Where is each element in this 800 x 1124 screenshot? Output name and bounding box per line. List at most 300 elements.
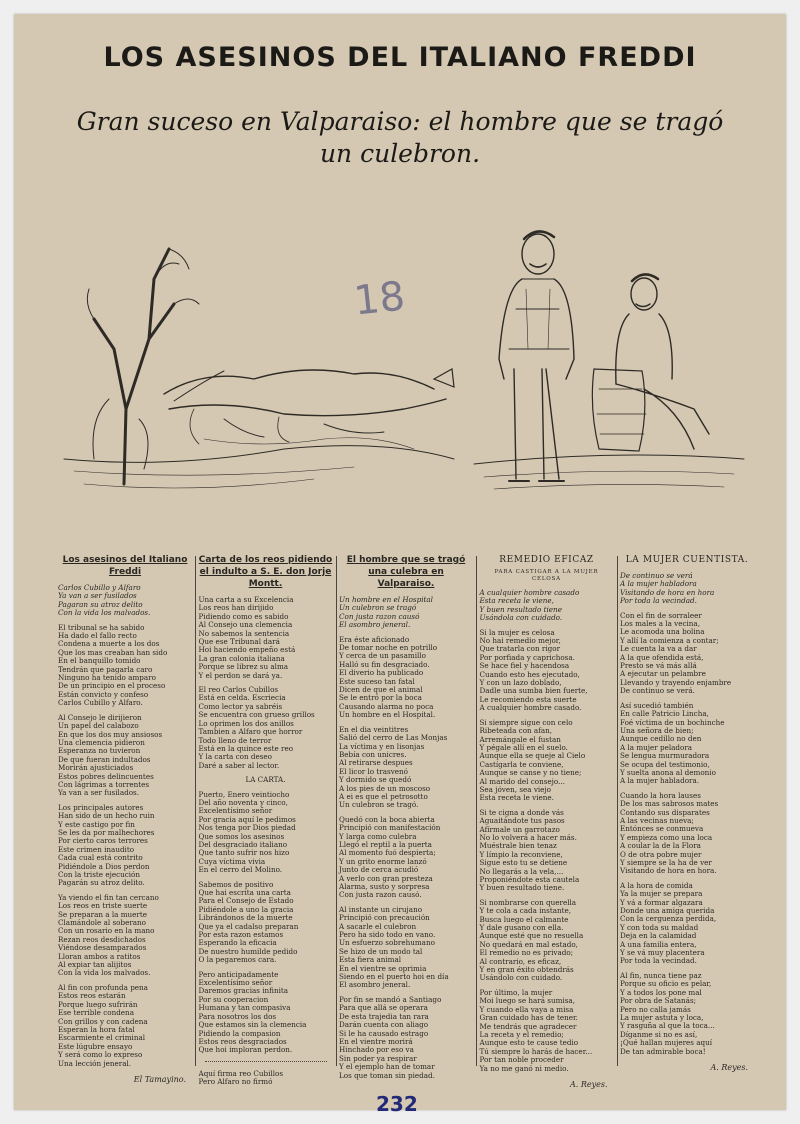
verse-line: No quedará en mal estado, (479, 939, 578, 949)
verse-line: Quedó con la boca abierta (339, 814, 435, 824)
verse-line: A cualquier hombre casado (479, 588, 580, 597)
verse-line: Esta fiera animal (339, 955, 402, 965)
verse-line: Se lengua murmuradora (620, 751, 710, 761)
verse-line: Y límpio la reconviene, (479, 849, 563, 859)
verse-line: Así sucedió también (620, 700, 694, 710)
verse-line: De tomar noche en potrillo (339, 643, 438, 653)
verse-line: Díganme si no es así, (620, 1029, 698, 1039)
verse-line: Ninguno ha tenido amparo (58, 673, 156, 683)
verse-line: El diverio ha publicado (339, 668, 424, 678)
verse-line: Puerto, Enero veintiocho (198, 789, 290, 799)
verse-line: Foé víctima de un bochinche (620, 717, 725, 727)
stanza (199, 1070, 333, 1087)
verse-line: Cuya víctima vivia (198, 856, 266, 866)
verse-line: Porque luego sufrirán (58, 999, 138, 1009)
verse-line: En calle Patricio Lincha, (620, 709, 709, 719)
verse-line: Hinchado por eso va (339, 1045, 414, 1055)
verse-line: Y cuando ella vaya a misa (479, 1004, 574, 1014)
verse-line: Un hombre en el Hospital. (339, 710, 436, 720)
verse-line: Y siempre se la ha de ver (620, 858, 712, 867)
verse-line: Lloran ambos a ratitos (58, 951, 141, 961)
stanza (199, 881, 333, 965)
verse-line: Llevando y trayendo enjambre (620, 677, 732, 687)
verse-line: Este suceso tan fatal (339, 676, 415, 686)
verse-line: Y este castigo por fin (58, 819, 135, 829)
verse-line: Un culebron se tragó (339, 603, 417, 613)
verse-line: Que tanto sufrir nos hizo (198, 848, 290, 858)
verse-line: Y allí la comienza a contar; (620, 635, 719, 645)
verse-line: En el dia veintitres (339, 724, 409, 734)
verse-line: ¡Qué hallan mujeres aquí (620, 1038, 713, 1048)
verse-line: Humana y tan compasiva (198, 1003, 291, 1013)
verse-line: Y larga como culebra (339, 831, 417, 841)
pencil-annotation: 18 (351, 273, 408, 325)
verse-line: Darán cuenta con aliago (339, 1020, 429, 1030)
verse-line: El tribunal se ha sabido (58, 622, 145, 632)
verse-line: Se le entró por la boca (339, 693, 422, 703)
verse-line: Tendrán que pagarla caro (58, 664, 153, 674)
verse-line: Un culebron se tragó. (339, 800, 419, 810)
verse-line: Ya no me ganó ni medio. (479, 1063, 569, 1073)
verse-line: Dadle una sumba bien fuerte, (479, 686, 588, 696)
verse-line: Excelentísimo señor (198, 978, 273, 988)
verse-line: A ei es que el petrosotto (339, 791, 428, 801)
verse-line: Usándolo con cuidado. (479, 973, 563, 983)
verse-line: Por cierto caros terrores (58, 836, 148, 846)
verse-line: Daré a saber al lector. (198, 760, 280, 770)
verse-line: Clamándole al soberano (58, 918, 146, 928)
verse-line: O la pegaremos cara. (198, 955, 277, 965)
verse-line: Los males a la vecina, (620, 619, 700, 629)
verse-line: Afírmale un garrotazo (479, 824, 560, 834)
verse-line: Junto de cerca acudió (339, 865, 419, 875)
stanza (199, 776, 333, 784)
verse-line: Principió con manifestación (339, 823, 441, 833)
verse-line: A la hora de comida (620, 880, 693, 890)
verse-line: Esperando la eficacia (198, 938, 277, 948)
verse-line: Con el fin de sorraleer (620, 610, 702, 620)
verse-line: Aunque cedillo no den (620, 734, 702, 744)
stanza (620, 882, 754, 966)
verse-line: Un hombre en el Hospital (339, 595, 433, 604)
verse-line: El asombro jeneral. (339, 620, 411, 630)
verse-line: Siendo en el puerto hoi en día (339, 972, 449, 982)
verse-line: Al marido del consejo... (479, 776, 565, 786)
verse-line: Moi luego se hará sumisa, (479, 996, 576, 1006)
verse-line: Daremos gracias infinita (198, 986, 289, 996)
verse-line: Para nosotros los dos (198, 1011, 277, 1021)
column-heading: REMEDIO EFICAZ (499, 555, 594, 565)
verse-line: Está en celda. Escriecia (198, 693, 286, 703)
verse-line: A los pies de un moscoso (339, 783, 431, 793)
verse-line: Castígarla te conviene, (479, 759, 564, 769)
verse-line: Visitando de hora en hora. (620, 866, 717, 876)
verse-line: Por su cooperacion (198, 994, 269, 1004)
page-number-stamp: 232 (376, 1092, 418, 1116)
verse-line: Carlos Cubillo y Alfaro. (58, 698, 143, 708)
stanza (339, 996, 473, 1080)
verse-line: Se preparan a la muerte (58, 909, 147, 919)
verse-line: Un papel del calabozo (58, 721, 139, 731)
verse-line: Me tendrás que agradecer (479, 1021, 577, 1031)
verse-line: LA CARTA. (245, 775, 286, 785)
verse-line: Sin poder ya respirar (339, 1053, 417, 1063)
stanza (480, 589, 614, 623)
verse-line: Con un rosario en la mano (58, 926, 155, 936)
verse-line: Pero no calla jamás (620, 1004, 691, 1014)
stanza (480, 719, 614, 803)
verse-line: Ya van a ser fusilados. (58, 788, 140, 798)
stanza (339, 816, 473, 900)
stanza (620, 572, 754, 606)
stanza (480, 989, 614, 1073)
verse-line: Con justa razon causó. (339, 890, 422, 900)
verse-line: Con la cerguenza perdida, (620, 914, 717, 924)
stanza (339, 636, 473, 720)
verse-line: A sacarle el culebron (339, 921, 417, 931)
verse-line: Sea jóven, sea viejo (479, 784, 551, 794)
verse-line: No llegarás a la vela,... (479, 866, 564, 876)
verse-line: Al fin con profunda pena (58, 982, 148, 992)
verse-line: Por tan noble proceder (479, 1055, 564, 1065)
verse-line: Una señora de bien; (620, 725, 694, 735)
stanza (58, 624, 192, 708)
verse-line: En que los dos muy ansiosos (58, 729, 163, 739)
stanza (620, 972, 754, 1056)
verse-line: Con lágrimas a torrentes (58, 779, 150, 789)
verse-line: A las vecinas nueva; (620, 815, 694, 825)
author-signature: El Tamayino. (133, 1074, 186, 1084)
verse-line: Y se vá muy placentera (620, 948, 705, 958)
verse-line: Aguaitándote tus pasos (479, 816, 565, 826)
verse-line: Librándonos de la muerte (198, 913, 293, 923)
verse-line: Estos reos desgraciados (198, 1036, 287, 1046)
verse-line: Excelentísimo señor (198, 806, 273, 816)
stanza (58, 584, 192, 618)
verse-line: Condena a muerte a los dos (58, 639, 160, 649)
verse-line: Escarmiente el criminal (58, 1033, 146, 1043)
verse-line: Y vá a formar algazara (620, 897, 703, 907)
verse-line: Visitando de hora en hora (620, 587, 715, 597)
verse-line: Arremángale el fustan (479, 734, 561, 744)
verse-line: Aunque esto te cause tedio (479, 1038, 579, 1048)
verse-line: Que hoi imploran perdon. (198, 1045, 293, 1055)
verse-line: No sabemos la sentencia (198, 628, 290, 638)
verse-line: Por esta razon estamos (198, 930, 284, 940)
verse-line: Y con toda su maldad (620, 922, 699, 932)
verse-column-2 (198, 554, 333, 1087)
verse-line: Está en la quince este reo (198, 743, 294, 753)
verse-line: El reo Carlos Cubillos (198, 685, 279, 695)
verse-line: Rezan reos desdichados (58, 934, 146, 944)
verse-line: Pidiendo la compasion (198, 1028, 281, 1038)
verse-line: Ese terrible condena (58, 1008, 134, 1018)
verse-line: Ya van a ser fusilados (58, 591, 137, 601)
stanza (480, 809, 614, 893)
author-signature: A. Reyes. (710, 1062, 748, 1072)
verse-line: Carlos Cubillo y Alfaro (58, 583, 141, 592)
verse-line: Se encuentra con grueso grillos (198, 710, 315, 720)
verse-line: Pidiéndole a uno la gracia (198, 904, 294, 914)
verse-line: Con grillos y con cadena (58, 1016, 148, 1026)
verse-line: Pidiendo como es sabido (198, 611, 289, 621)
verse-line: Para que allá se operara (339, 1003, 428, 1013)
verse-line: Y dale gusano con ella. (479, 923, 564, 933)
column-heading: Los asesinos del Italiano Freddi (62, 555, 188, 577)
verse-line: La receta y el remedio; (479, 1029, 564, 1039)
verse-line: Nos tenga por Dios piedad (198, 823, 296, 833)
verse-line: Estos reos estarán (58, 991, 126, 1001)
verse-line: Dicen de que el animal (339, 685, 423, 695)
verse-line: Y el perdon se dará ya. (198, 670, 283, 680)
verse-line: De los mas sabrosos mates (620, 799, 719, 809)
verse-line: Se hace fiel y hacendosa (479, 661, 570, 671)
verse-line: De esta trajedia tan rara (339, 1011, 429, 1021)
stanza (199, 791, 333, 875)
verse-line: Le cuenta la va a dar (620, 644, 697, 654)
verse-line: La mujer astuta y loca, (620, 1012, 704, 1022)
verse-line: Todo lleno de terror (198, 735, 272, 745)
stanza (339, 726, 473, 810)
verse-line: Por fin se mandó a Santiago (339, 994, 442, 1004)
verse-line: A la mujer habladora. (620, 776, 700, 786)
verse-line: De continuo se verá (620, 571, 693, 580)
page-title: LOS ASESINOS DEL ITALIANO FREDDI (103, 42, 697, 73)
verse-line: Y suelta anona al demonio (620, 767, 716, 777)
verse-line: Por obra de Satanás; (620, 996, 697, 1006)
column-divider (476, 556, 477, 1066)
stanza (58, 804, 192, 888)
verse-line: Lo oprimen los dos anillos (198, 718, 294, 728)
verse-line: Le recomiendo esta suerte (479, 694, 577, 704)
verse-line: Y con un lazo doblado, (479, 678, 562, 688)
verse-line: Con la triste ejecución (58, 870, 141, 879)
stanza (339, 906, 473, 990)
verse-line: Han sido de un hecho ruin (58, 811, 155, 821)
verse-line: Deja en la calamidad (620, 931, 697, 941)
verse-line: Si siempre sigue con celo (479, 717, 573, 727)
verse-line: Ya viendo el fin tan cercano (58, 892, 159, 902)
verse-line: Se hizo de un modo tal (339, 946, 423, 956)
verse-line: A coular la de la Flora (620, 841, 701, 851)
verse-line: A verlo con gran presteza (339, 873, 433, 883)
verse-line: Del año noventa y cinco, (198, 797, 288, 807)
column-divider (617, 556, 618, 1066)
verse-line: Y en gran éxito obtendrás (479, 965, 574, 975)
verse-line: Ha dado el fallo recto (58, 631, 137, 641)
verse-line: Proponiéndote esta cautela (479, 875, 580, 884)
verse-line: Para el Consejo de Estado (198, 896, 294, 906)
verse-line: Esta receta le viene. (479, 793, 554, 803)
verse-line: Al retirarse despues (339, 758, 413, 768)
verse-line: Presto se vá más allá (620, 661, 697, 671)
verse-line: En el cerro del Molino. (198, 865, 283, 875)
verse-line: Aquí firma reo Cubillos (198, 1068, 284, 1078)
verse-line: Busca luego el calmante (479, 914, 569, 924)
column-subheading: PARA CASTIGAR A LA MUJER CELOSA (494, 569, 599, 582)
verse-line: Aunque ella se queje al Cielo (479, 751, 586, 761)
verse-line: De continuo se verá. (620, 686, 695, 696)
verse-line: Y un grito enorme lanzó (339, 856, 427, 866)
verse-line: Al expiar tan alijitos (58, 960, 132, 970)
verse-line: Por porfiada y caprichosa. (479, 652, 575, 662)
dotted-divider (205, 1061, 327, 1062)
verse-line: No lo volverá a hacer más. (479, 832, 577, 842)
verse-line: Alarma, susto y sorpresa (339, 882, 430, 891)
verse-line: Y la carta con deseo (198, 752, 272, 762)
verse-line: Cuando esto hes ejecutado, (479, 669, 580, 679)
verse-column-4 (479, 554, 614, 1089)
page-subtitle: Gran suceso en Valparaiso: el hombre que se tragó un culebron. (76, 107, 724, 168)
verse-line: El asombro jeneral. (339, 980, 411, 990)
stanza (58, 714, 192, 798)
verse-line: Una lección jeneral. (58, 1058, 132, 1068)
verse-line: Como lector ya sabréis (198, 701, 283, 711)
woodcut-illustration (54, 209, 754, 519)
verse-line: A la mujer habladora (620, 579, 697, 589)
verse-line: Este crimen inaudito (58, 844, 135, 854)
stanza (58, 894, 192, 978)
verse-line: De nuestro humilde pedido (198, 946, 298, 956)
verse-line: Pagaran su atroz delito (58, 599, 143, 609)
verse-line: Causando alarma no poca (339, 701, 434, 711)
verse-line: Viéndose desamparados (58, 943, 147, 953)
verse-line: Por toda la vecindad. (620, 596, 697, 606)
verse-line: A la mujer peladora (620, 742, 693, 752)
verse-line: Al momento fuó despierta; (339, 848, 436, 858)
verse-line: Cuando la hora lauses (620, 790, 701, 800)
verse-line: Donde una amiga querida (620, 906, 715, 916)
verse-line: Que tratarla con rigor (479, 644, 561, 654)
verse-line: Morirán ajusticiados (58, 763, 134, 773)
verse-column-3 (339, 554, 473, 1080)
stanza (620, 702, 754, 786)
verse-line: Y rasguña al que la toca... (620, 1021, 715, 1031)
verse-line: Con justa razon causó (339, 611, 420, 621)
verse-line: Una carta a su Excelencia (198, 595, 294, 604)
verse-line: O de otra pobre mujer (620, 849, 702, 859)
verse-line: Y el ejemplo han de tomar (339, 1062, 435, 1072)
verse-line: A la que ofendida está, (620, 652, 704, 662)
verse-line: Que hai escrita una carta (198, 888, 291, 897)
verse-line: Se ocupa del testimonio, (620, 759, 710, 769)
verse-line: Hoi haciendo empeño está (198, 645, 296, 655)
broadsheet-page (14, 14, 786, 1116)
verse-line: Esta receta le viene, (479, 596, 554, 606)
verse-line: Al contrario, es eficaz, (479, 956, 562, 966)
verse-line: Por toda la vecindad. (620, 956, 697, 966)
verse-line: Y pégale allí en el suelo. (479, 742, 568, 752)
verse-line: Si nombrarse con querella (479, 897, 577, 907)
verse-line: Por último, la mujer (479, 987, 553, 997)
verse-line: Pidiéndole a Dios perdon (58, 861, 150, 871)
verse-line: Que somos los asesinos (198, 831, 285, 841)
verse-line: Entónces se conmueva (620, 824, 704, 834)
verse-line: Sabemos de positivo (198, 879, 274, 889)
verse-line: Y dormido se quedó (339, 775, 412, 785)
verse-line: Ya la mujer se prepara (620, 889, 703, 899)
verse-line: Sigue esto tu se detiene (479, 858, 568, 868)
verse-line: El remedio no es privado; (479, 948, 574, 958)
verse-line: En el vientre morirá (339, 1036, 413, 1046)
verse-line: Pero Alfaro no firmó (198, 1077, 273, 1087)
stanza (199, 596, 333, 680)
verse-line: Que ese Tribunal dará (198, 637, 280, 647)
column-heading: Carta de los reos pidiendo el indulto a S. E. don Jorje Montt. (198, 555, 333, 589)
verse-line: Tú siempre lo harás de hacer... (479, 1046, 593, 1056)
verse-line: Que ya el cadalso preparan (198, 921, 299, 931)
verse-line: De tan admirable boca! (620, 1046, 706, 1056)
verse-line: Estos pobres delincuentes (58, 771, 154, 781)
verse-line: Este lúgubre ensayo (58, 1041, 133, 1051)
verse-line: Al Consejo le dirijieron (58, 712, 142, 722)
verse-line: En el banquillo tomido (58, 656, 141, 666)
verse-line: Y cerca de un pasamillo (339, 651, 426, 661)
verse-line: De un principio en el proceso (58, 681, 166, 691)
verse-line: Los principales autores (58, 802, 144, 812)
stanza (339, 596, 473, 630)
column-heading: LA MUJER CUENTISTA. (625, 555, 749, 565)
verse-line: Con la vida los malvados. (58, 968, 151, 978)
verse-line: Aunque esté que no resuella (479, 931, 584, 941)
verse-line: Por gracia aquí le pedimos (198, 814, 296, 824)
verse-line: Aunque se canse y no tiene; (479, 768, 582, 778)
verse-line: Si la mujer es celosa (479, 627, 555, 637)
verse-line: Llegó el reptil a la puerta (339, 839, 432, 849)
verse-line: Principió con precaución (339, 913, 430, 923)
verse-line: Esperan la hora fatal (58, 1024, 135, 1034)
verse-column-1 (58, 554, 192, 1084)
verse-line: A ejecutar un pelambre (620, 669, 706, 679)
verse-line: Un esfuerzo sobrehumano (339, 938, 435, 948)
verse-line: De que fueran indultados (58, 754, 151, 764)
verse-line: La gran colonia italiana (198, 653, 285, 663)
stanza (58, 984, 192, 1068)
verse-line: Cada cual está contrito (58, 853, 143, 863)
verse-line: Al instante un cirujano (339, 904, 423, 914)
verse-line: En el vientre se oprimia (339, 963, 427, 973)
verse-line: Gran cuidado has de tener. (479, 1013, 578, 1023)
verse-line: Halló su fin desgraciado. (339, 659, 430, 669)
verse-line: Contando sus disparates (620, 807, 710, 817)
verse-line: La víctima y en lisonjas (339, 741, 425, 751)
verse-line: Los reos en triste suerte (58, 901, 148, 911)
column-divider (336, 556, 337, 1066)
author-signature: A. Reyes. (569, 1079, 608, 1089)
verse-line: Bebía con unicres. (339, 749, 407, 759)
verse-line: Al fin, nunca tiene paz (620, 970, 702, 980)
verse-line: Al Consejo una clemencia (198, 620, 293, 630)
verse-line: Pero anticipadamente (198, 969, 279, 979)
column-heading: El hombre que se tragó una culebra en Valparaiso. (346, 555, 466, 589)
verse-line: Y a todos los pone mal (620, 987, 702, 997)
verse-line: Porque se librez su alma (198, 662, 289, 672)
verse-line: Ribeteada con afan, (479, 726, 553, 736)
verse-line: Era éste aficionado (339, 634, 410, 644)
verse-line: Si te cigna a donde vás (479, 807, 564, 817)
verse-line: Tambien a Alfaro que horror (198, 727, 303, 737)
verse-line: Y empieza como una loca (620, 832, 713, 842)
verse-columns (58, 554, 758, 1089)
verse-line: Están convicto y confeso (58, 689, 149, 699)
verse-line: Salió del cerro de Las Monjas (339, 733, 448, 743)
stanza (199, 971, 333, 1055)
verse-line: Muéstrale bien tenaz (479, 841, 557, 851)
verse-line: El licor lo trasvenó (339, 766, 408, 776)
verse-line: A una familia entera, (620, 939, 697, 949)
verse-line: Del desgraciado italiano (198, 839, 288, 849)
verse-line: Y será como lo expreso (58, 1050, 143, 1060)
